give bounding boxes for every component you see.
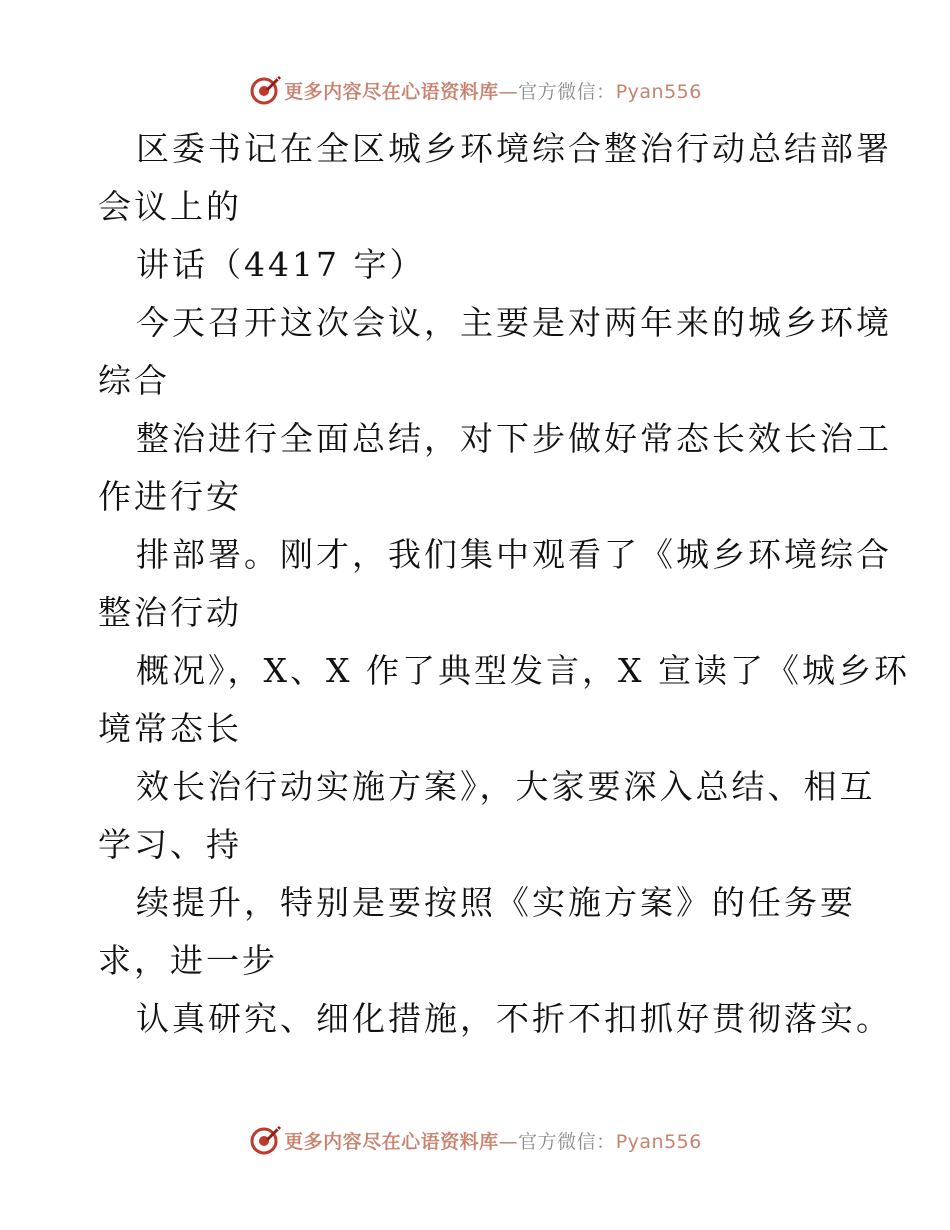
pen-logo-icon [248, 1123, 282, 1157]
doc-line: 认真研究、细化措施，不折不扣抓好贯彻落实。 [136, 999, 892, 1038]
doc-line: 今天召开这次会议，主要是对两年来的城乡环境 [136, 303, 892, 342]
header-watermark [0, 68, 950, 112]
doc-line: 效长治行动实施方案》，大家要深入总结、相互 [136, 767, 876, 806]
doc-line: 概况》，X、X 作了典型发言，X 宣读了《城乡环 [136, 651, 910, 690]
doc-line: 会议上的 [98, 187, 242, 226]
document-body [98, 120, 910, 1048]
doc-line: 排部署。刚才，我们集中观看了《城乡环境综合 [136, 535, 892, 574]
doc-line: 境常态长 [98, 709, 242, 748]
watermark-official-label: 官方微信： [518, 1130, 616, 1153]
footer-watermark [0, 1118, 950, 1162]
watermark-text [284, 1127, 702, 1154]
watermark-wechat-id: Pyan556 [615, 80, 702, 103]
doc-line: 综合 [98, 361, 170, 400]
watermark-official-label: 官方微信： [518, 80, 616, 103]
watermark-brand: 更多内容尽在心语资料库 [284, 1130, 499, 1153]
watermark-wechat-id: Pyan556 [615, 1130, 702, 1153]
doc-line: 学习、持 [98, 825, 242, 864]
doc-line: 作进行安 [98, 477, 242, 516]
pen-logo-icon [248, 73, 282, 107]
watermark-dash: — [498, 80, 519, 103]
watermark-dash: — [498, 1130, 519, 1153]
doc-line: 整治进行全面总结，对下步做好常态长效长治工 [136, 419, 892, 458]
watermark-text [284, 77, 702, 104]
watermark-brand: 更多内容尽在心语资料库 [284, 80, 499, 103]
doc-line: 求，进一步 [98, 941, 278, 980]
doc-line: 整治行动 [98, 593, 242, 632]
doc-line: 讲话（4417 字） [136, 245, 426, 284]
doc-line: 区委书记在全区城乡环境综合整治行动总结部署 [136, 129, 892, 168]
doc-line: 续提升，特别是要按照《实施方案》的任务要 [136, 883, 856, 922]
